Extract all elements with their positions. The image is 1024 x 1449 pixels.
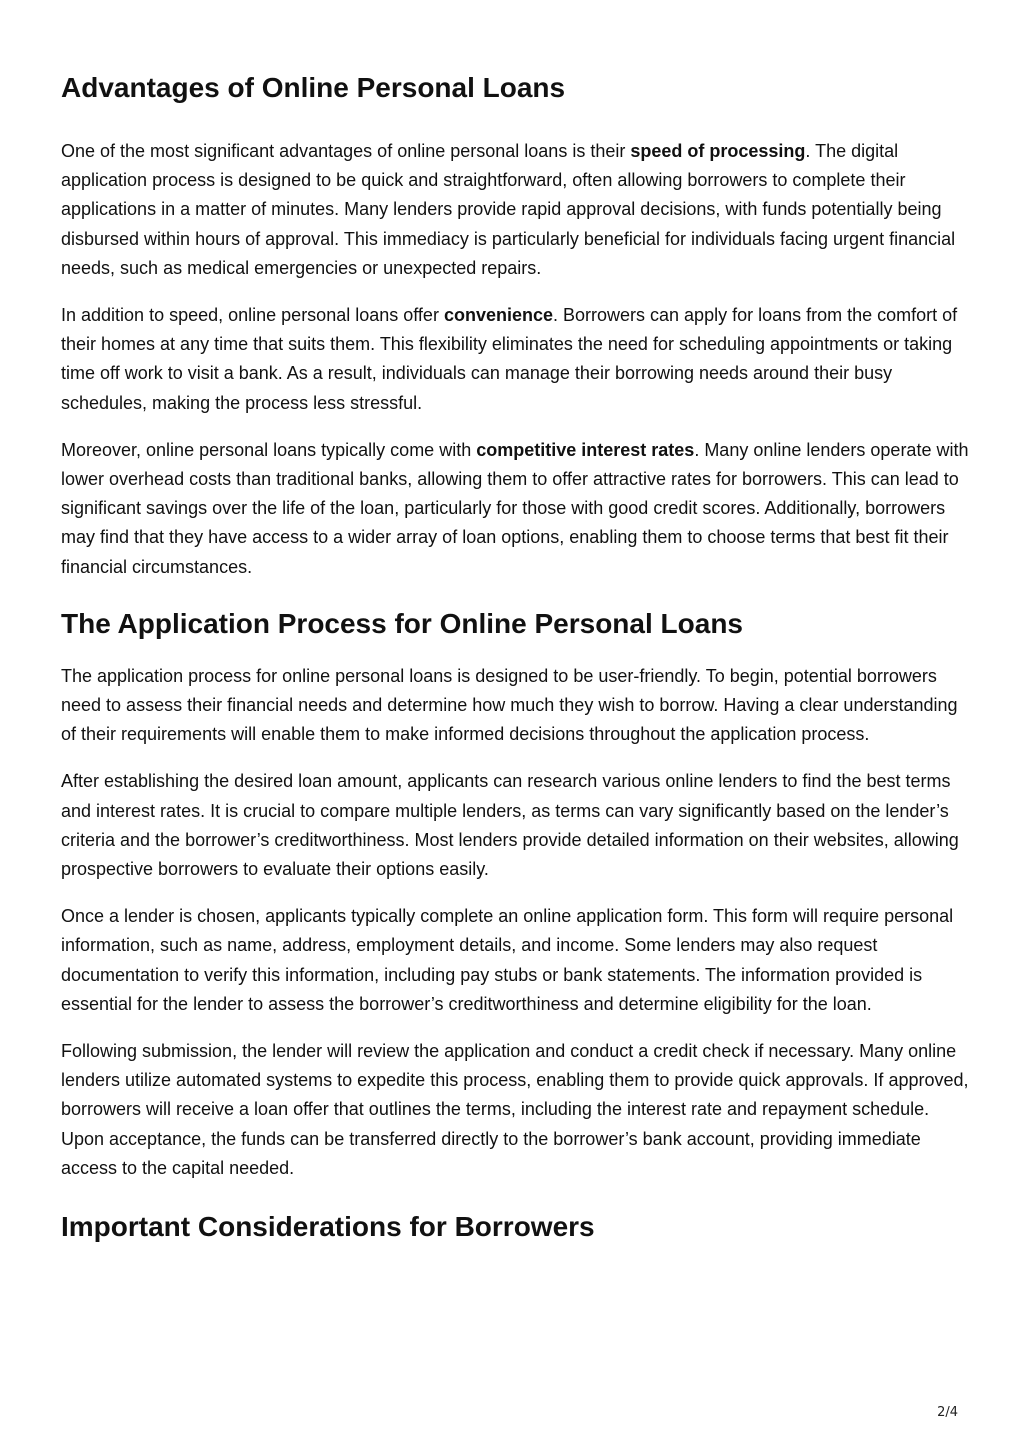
document-page: [61, 62, 971, 1244]
paragraph-text: In addition to speed, online personal loans offer: [61, 305, 444, 326]
section-heading-advantages: Advantages of Online Personal Loans: [61, 72, 566, 103]
paragraph-convenience: [61, 301, 971, 418]
paragraph-application-intro: The application process for online personal loans is designed to be user-friendly. To begin, potential borrowers need to assess their financial needs and determine how much they wish to borrow. Having a clear understanding of their requirements will enable them to make informed decisions throughout the application process.: [61, 665, 958, 745]
paragraph-submission: Following submission, the lender will review the application and conduct a credit check if necessary. Many online lenders utilize automated systems to expedite this process, enabling them to provide quick approvals. If approved, borrowers will receive a loan offer that outlines the terms, including the interest rate and repayment schedule. Upon acceptance, the funds can be transferred directly to the borrower’s bank account, providing immediate access to the capital needed.: [61, 1041, 969, 1178]
paragraph-interest-rates: [61, 436, 971, 582]
paragraph-compare-lenders: After establishing the desired loan amount, applicants can research various online lenders to find the best terms and interest rates. It is crucial to compare multiple lenders, as terms can vary significantly based on the lender’s criteria and the borrower’s creditworthiness. Most lenders provide detailed information on their websites, allowing prospective borrowers to evaluate their options easily.: [61, 771, 959, 880]
bold-term-interest-rates: competitive interest rates: [476, 439, 695, 460]
section-heading-considerations: Important Considerations for Borrowers: [61, 1211, 595, 1243]
bold-term-speed: speed of processing: [630, 141, 806, 161]
page-number: 2/4: [937, 1405, 958, 1420]
section-heading-application-process: The Application Process for Online Personal Loans: [61, 607, 743, 639]
paragraph-text: One of the most significant advantages of online personal loans is their: [61, 141, 631, 161]
bold-term-convenience: convenience: [443, 305, 553, 326]
paragraph-text: . Borrowers can apply for loans from the comfort of their homes at any time that suits them. This flexibility eliminates the need for scheduling appointments or taking time off work to visit a bank. As a result, individuals can manage their borrowing needs around their busy schedules, making the process less stressful.: [61, 305, 958, 413]
paragraph-text: Moreover, online personal loans typically come with: [61, 439, 477, 460]
paragraph-text: . Many online lenders operate with lower overhead costs than traditional banks, allowing them to offer attractive rates for borrowers. This can lead to significant savings over the life of the loan, particularly for those with good credit scores. Additionally, borrowers may find that they have access to a wider array of loan options, enabling them to choose terms that best fit their financial circumstances.: [61, 439, 969, 577]
paragraph-text: . The digital application process is designed to be quick and straightforward, often allowing borrowers to complete their applications in a matter of minutes. Many lenders provide rapid approval decisions, with funds potentially being disbursed within hours of approval. This immediacy is particularly beneficial for individuals facing urgent financial needs, such as medical emergencies or unexpected repairs.: [61, 141, 956, 278]
paragraph-application-form: Once a lender is chosen, applicants typically complete an online application form. This form will require personal information, such as name, address, employment details, and income. Some lenders may also request documentation to verify this information, including pay stubs or bank statements. The information provided is essential for the lender to assess the borrower’s creditworthiness and determine eligibility for the loan.: [61, 906, 954, 1014]
paragraph-speed: [61, 137, 971, 283]
